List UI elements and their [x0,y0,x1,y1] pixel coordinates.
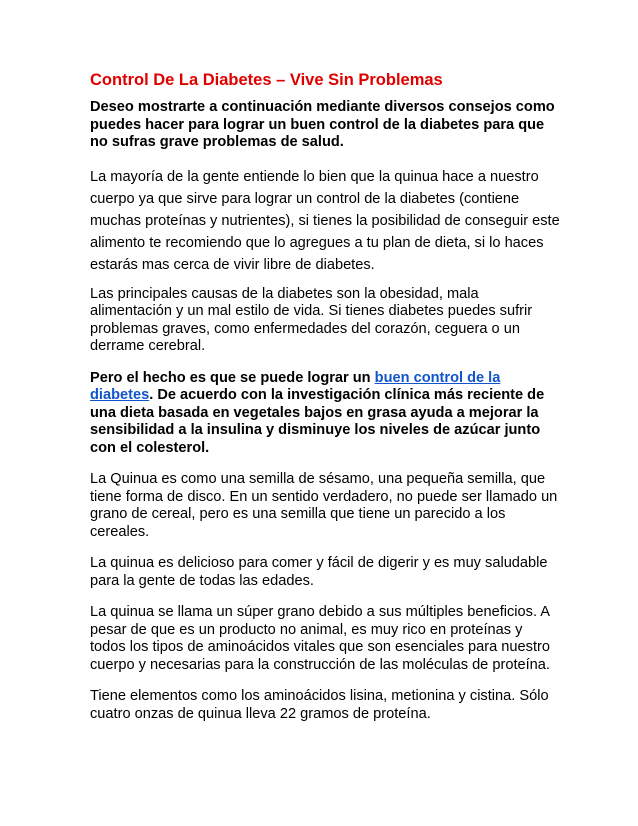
page-title: Control De La Diabetes – Vive Sin Problemas [90,71,443,89]
document-page [90,70,560,737]
intro-paragraph: Deseo mostrarte a continuación mediante diversos consejos como puedes hacer para lograr un buen control de la diabetes para que no sufras grave problemas de salud. [90,99,555,150]
paragraph-control-research [90,370,560,458]
paragraph-causes: Las principales causas de la diabetes son la obesidad, mala alimentación y un mal estilo de vida. Si tienes diabetes puedes sufrir problemas graves, como enfermedades del corazón, ceguera o un derrame cerebral. [90,285,533,354]
paragraph-text-before-link: Pero el hecho es que se puede lograr un [90,369,375,386]
paragraph-quinoa-seed: La Quinua es como una semilla de sésamo, una pequeña semilla, que tiene forma de disco. En un sentido verdadero, no puede ser llamado un grano de cereal, pero es una semilla que tiene un parecido a los cereales. [90,471,558,540]
paragraph-quinoa-diet: La mayoría de la gente entiende lo bien que la quinua hace a nuestro cuerpo ya que sirve para lograr un control de la diabetes (contiene muchas proteínas y nutrientes), si tienes la posibilidad de conseguir este alimento te recomiendo que lo agregues a tu plan de dieta, si lo haces estarás mas cerca de vivir libre de diabetes. [90,168,560,273]
paragraph-super-grain: La quinua se llama un súper grano debido a sus múltiples beneficios. A pesar de que es un producto no animal, es muy rico en proteínas y todos los tipos de aminoácidos vitales que son esenciales para nuestro cuerpo y necesarias para la construcción de las moléculas de proteína. [90,604,550,673]
paragraph-quinoa-healthy: La quinua es delicioso para comer y fácil de digerir y es muy saludable para la gente de todas las edades. [90,555,548,589]
paragraph-text-after-link: . De acuerdo con la investigación clínica más reciente de una dieta basada en vegetales bajos en grasa ayuda a mejorar la sensibilidad a la insulina y disminuye los niveles de azúcar junto con el colesterol. [90,387,545,456]
paragraph-amino-acids: Tiene elementos como los aminoácidos lisina, metionina y cistina. Sólo cuatro onzas de quinua lleva 22 gramos de proteína. [90,688,549,722]
buen-control-link[interactable]: buen control de la diabetes [90,369,501,403]
